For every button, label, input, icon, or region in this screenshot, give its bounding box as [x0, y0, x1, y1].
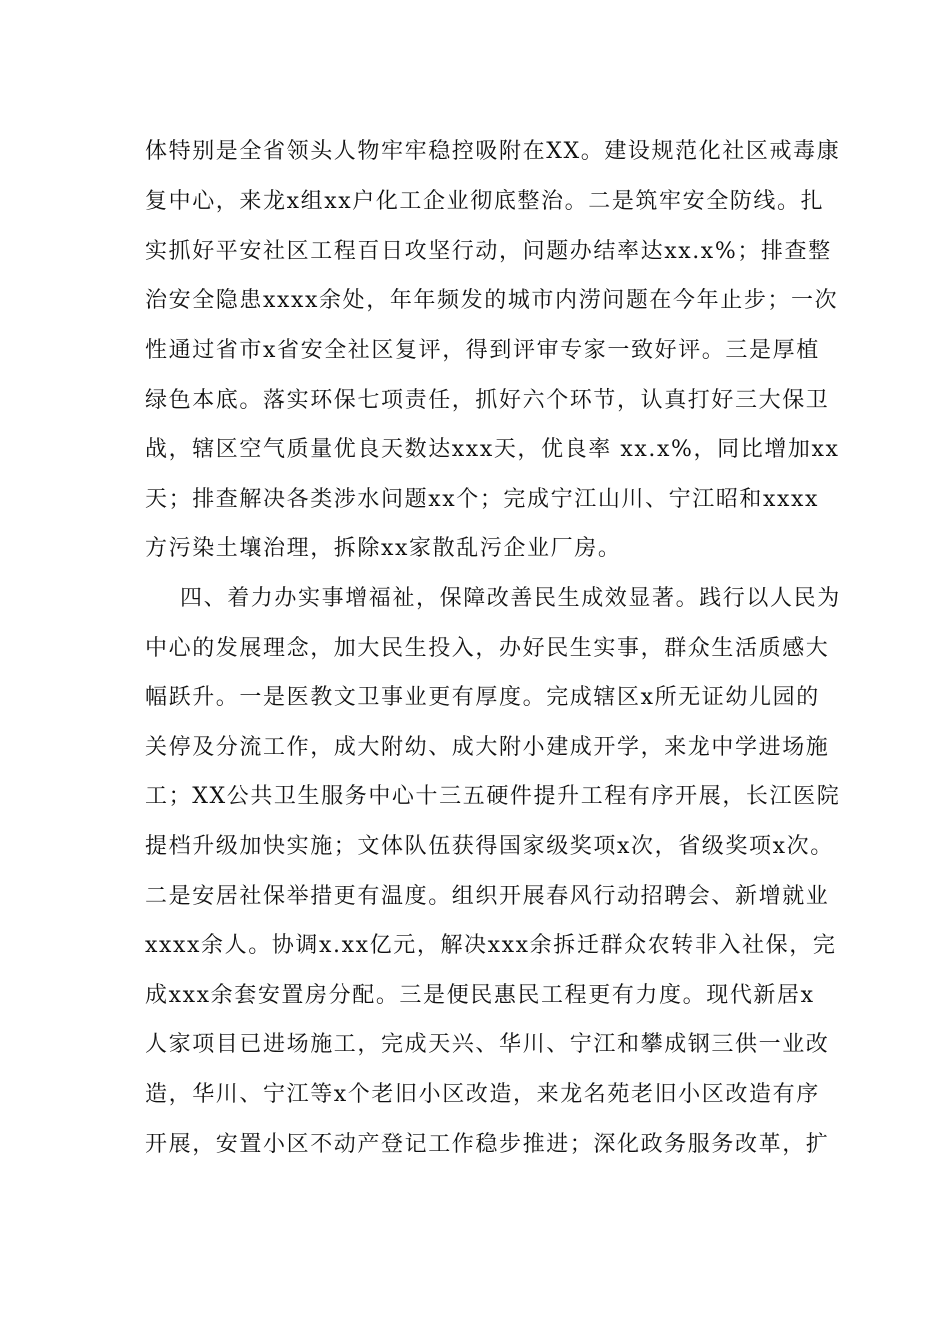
- text-line: 中心的发展理念，加大民生投入，办好民生实事，群众生活质感大: [145, 636, 830, 661]
- text-line: 天；排查解决各类涉水问题xx个；完成宁江山川、宁江昭和xxxx: [145, 487, 820, 512]
- paragraph-first-line: 四、着力办实事增福祉，保障改善民生成效显著。践行以人民为: [180, 586, 841, 611]
- text-line: 成xxx余套安置房分配。三是便民惠民工程更有力度。现代新居x: [145, 983, 815, 1008]
- text-line: 关停及分流工作，成大附幼、成大附小建成开学，来龙中学进场施: [145, 735, 830, 760]
- text-line: 实抓好平安社区工程百日攻坚行动，问题办结率达xx.x%；排查整: [145, 239, 832, 264]
- text-line: 复中心，来龙x组xx户化工企业彻底整治。二是筑牢安全防线。扎: [145, 189, 825, 214]
- text-line: 性通过省市x省安全社区复评，得到评审专家一致好评。三是厚植: [145, 338, 820, 363]
- text-line: 幅跃升。一是医教文卫事业更有厚度。完成辖区x所无证幼儿园的: [145, 685, 820, 710]
- text-line: 提档升级加快实施；文体队伍获得国家级奖项x次，省级奖项x次。: [145, 834, 834, 859]
- text-line: 方污染土壤治理，拆除xx家散乱污企业厂房。: [145, 536, 622, 561]
- text-line: 治安全隐患xxxx余处，年年频发的城市内涝问题在今年止步；一次: [145, 288, 839, 313]
- text-line: 战，辖区空气质量优良天数达xxx天，优良率 xx.x%，同比增加xx: [145, 437, 840, 462]
- text-line: 工；XX公共卫生服务中心十三五硬件提升工程有序开展，长江医院: [145, 784, 841, 809]
- text-line: 绿色本底。落实环保七项责任，抓好六个环节，认真打好三大保卫: [145, 388, 830, 413]
- text-line: 人家项目已进场施工，完成天兴、华川、宁江和攀成钢三供一业改: [145, 1032, 830, 1057]
- text-line: 开展，安置小区不动产登记工作稳步推进；深化政务服务改革，扩: [145, 1132, 830, 1157]
- text-line: 二是安居社保举措更有温度。组织开展春风行动招聘会、新增就业: [145, 884, 830, 909]
- text-line: xxxx余人。协调x.xx亿元，解决xxx余拆迁群众农转非入社保，完: [145, 933, 837, 958]
- text-line: 造，华川、宁江等x个老旧小区改造，来龙名苑老旧小区改造有序: [145, 1082, 820, 1107]
- text-line: 体特别是全省领头人物牢牢稳控吸附在XX。建设规范化社区戒毒康: [145, 139, 841, 164]
